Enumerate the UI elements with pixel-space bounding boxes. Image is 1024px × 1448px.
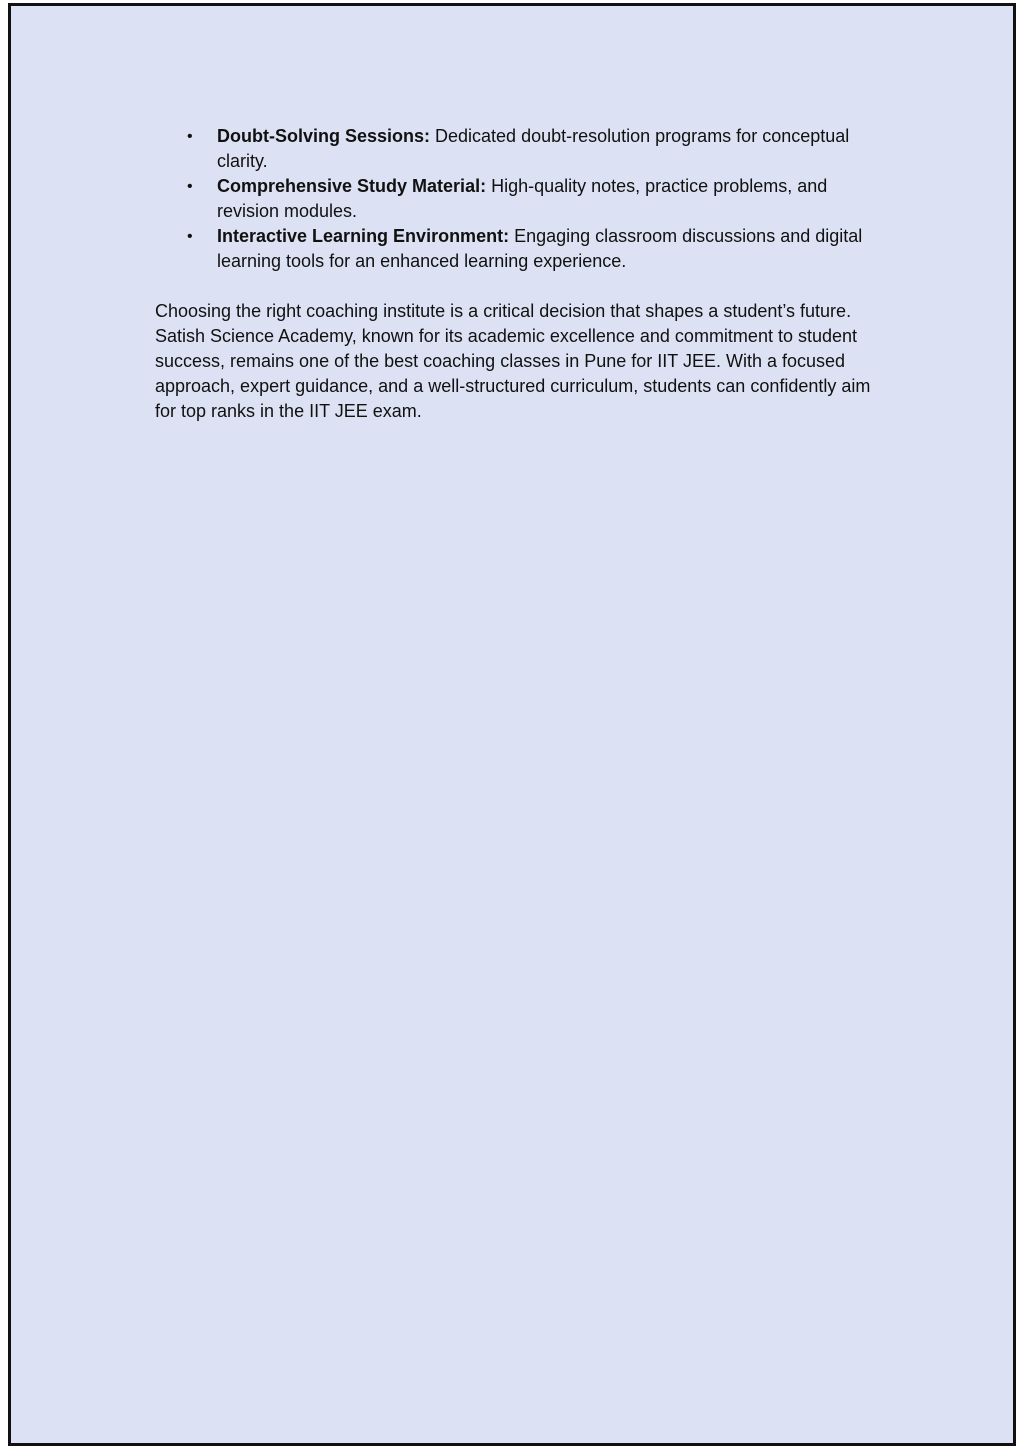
bullet-icon: • [187,128,193,145]
feature-term: Doubt-Solving Sessions: [217,126,431,146]
list-item [155,174,875,224]
list-item [155,224,875,274]
list-item [155,124,875,174]
feature-description: Engaging classroom discussions and digital learning tools for an enhanced learning experience. [217,226,863,271]
bullet-icon: • [187,178,193,195]
document-content [155,124,875,424]
feature-term: Interactive Learning Environment: [217,226,510,246]
conclusion-paragraph: Choosing the right coaching institute is a critical decision that shapes a student’s future. Satish Science Academy, known for its academic excellence and commitment to student success, remains one of the best coaching classes in Pune for IIT JEE. With a focused approach, expert guidance, and a well-structured curriculum, students can confidently aim for top ranks in the IIT JEE exam. [155,301,871,421]
feature-description: Dedicated doubt-resolution programs for conceptual clarity. [217,126,850,171]
feature-list [155,124,875,274]
feature-term: Comprehensive Study Material: [217,176,487,196]
bullet-icon: • [187,228,193,245]
feature-description: High-quality notes, practice problems, and revision modules. [217,176,828,221]
